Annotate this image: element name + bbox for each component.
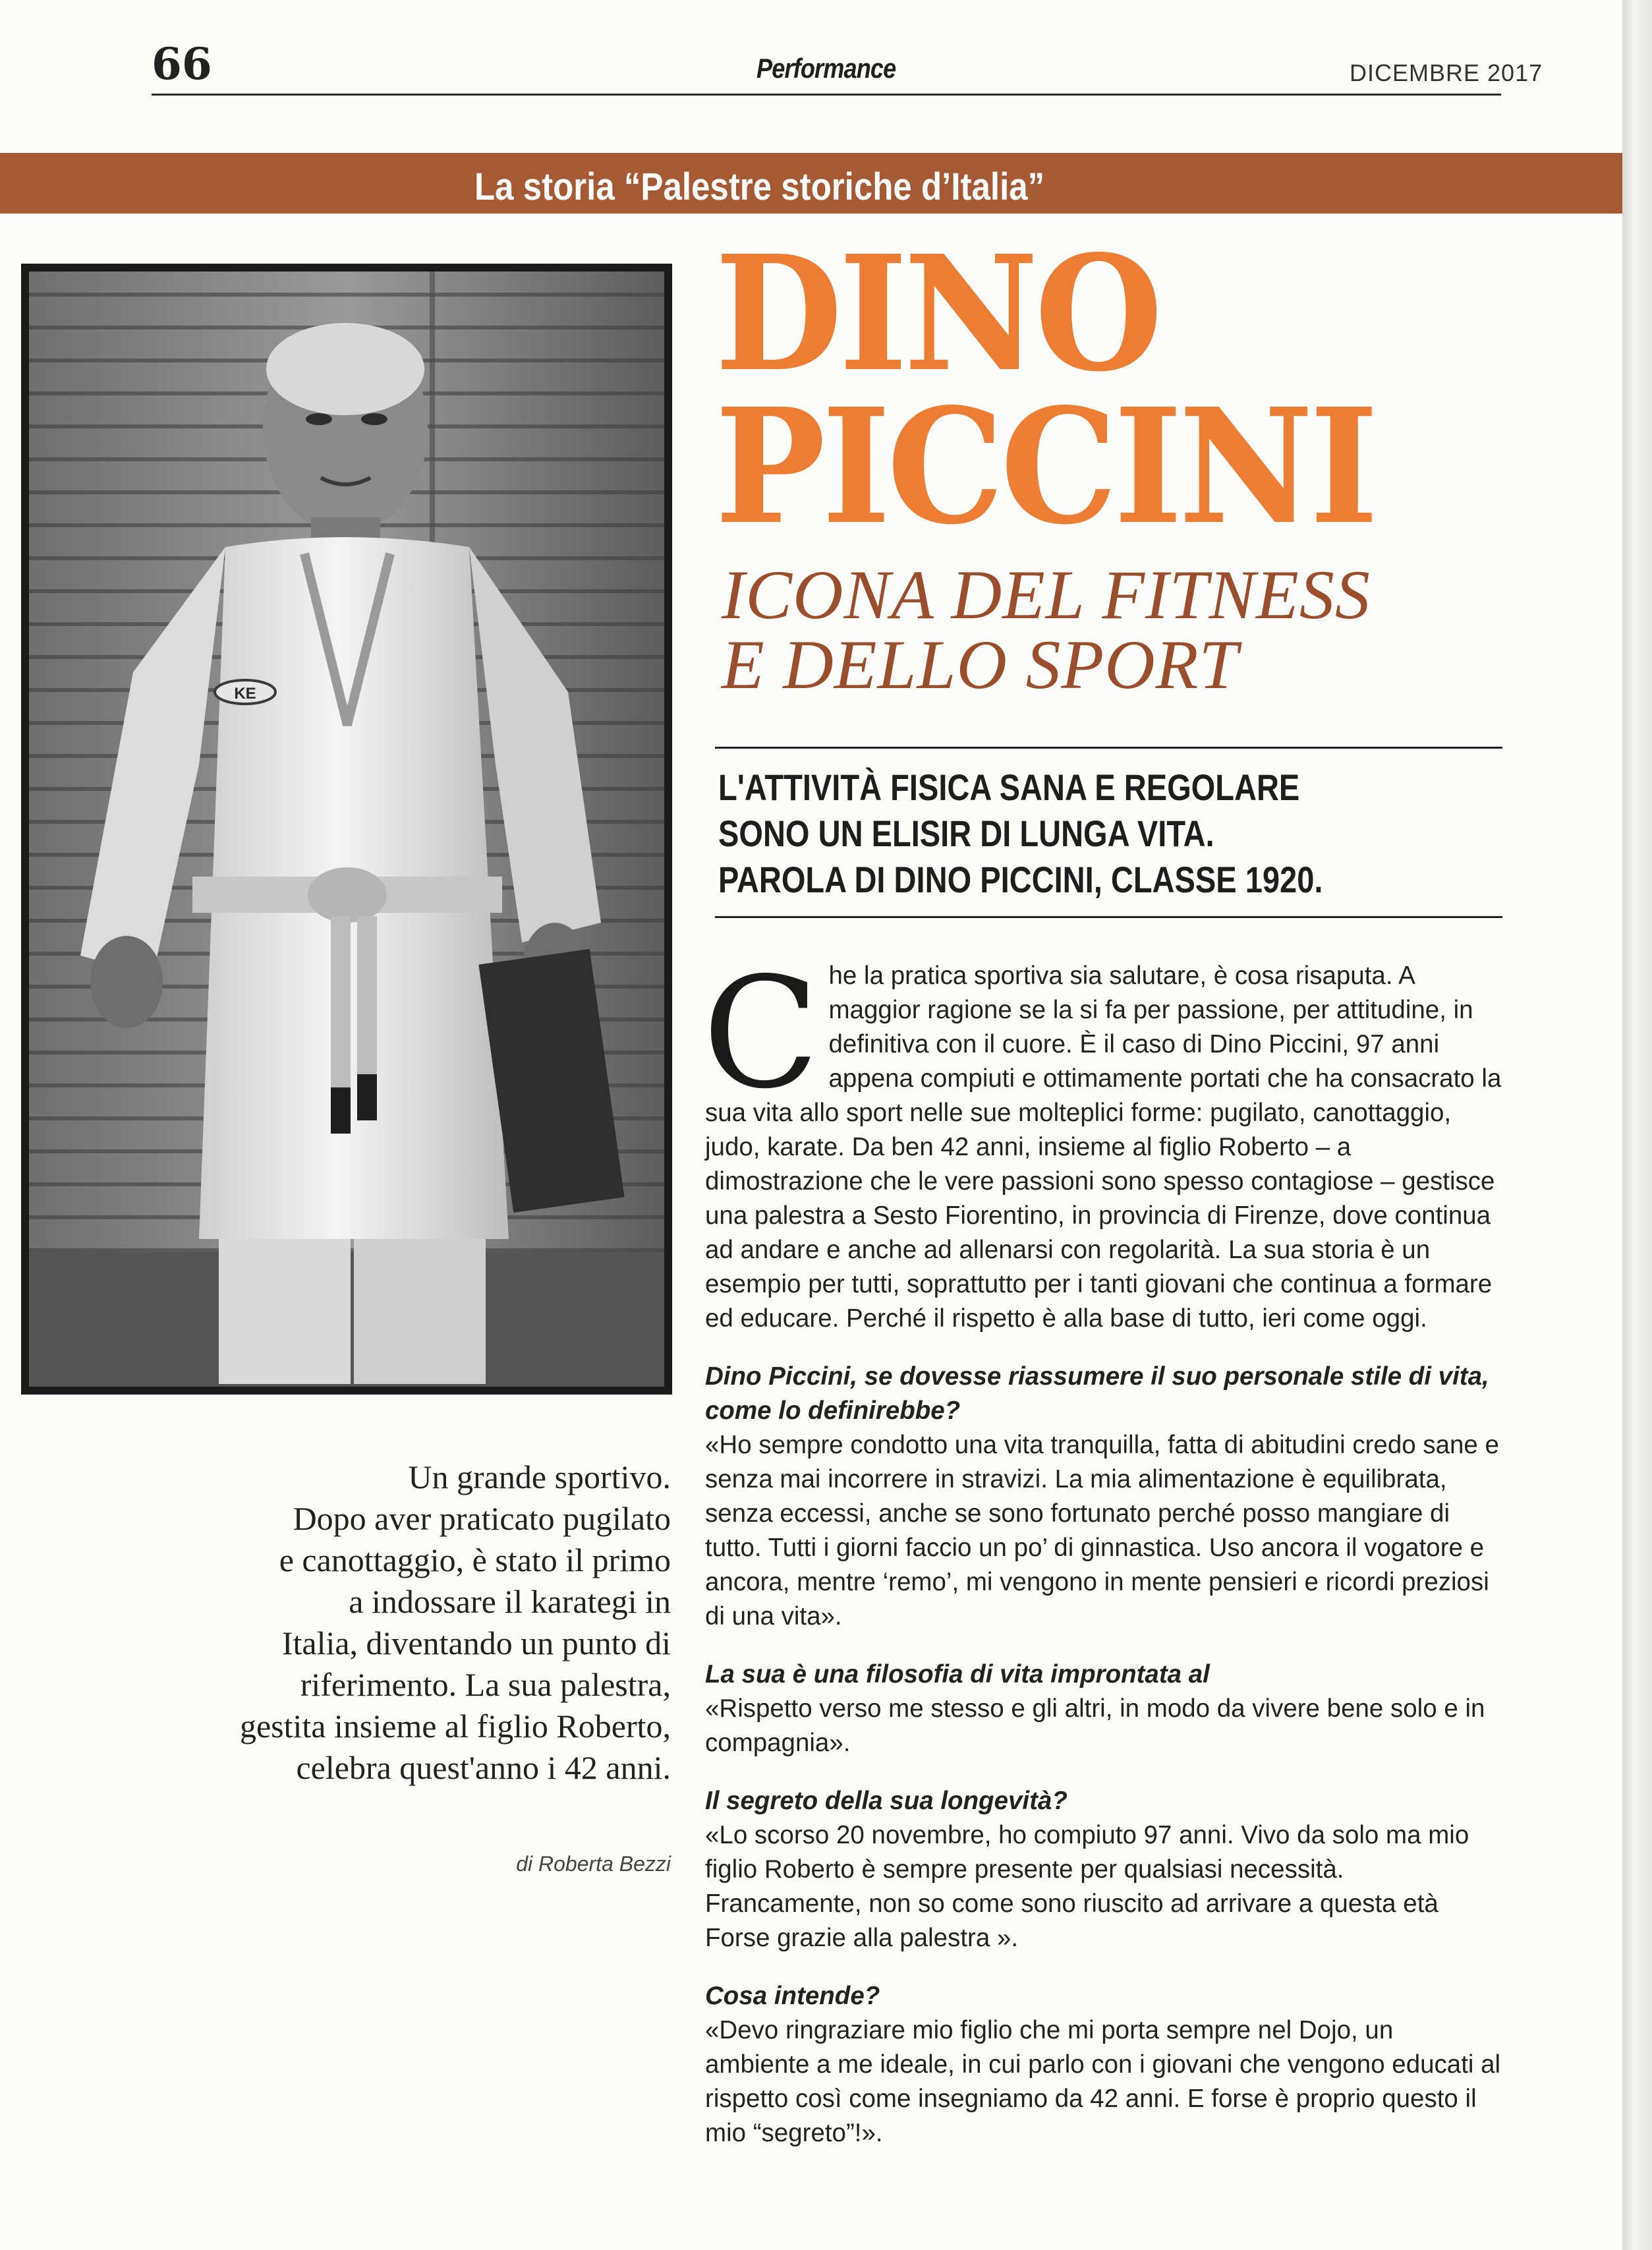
caption-line: a indossare il karategi in — [349, 1583, 671, 1620]
title-line: DINO — [715, 221, 1160, 407]
lead-rule-top — [715, 747, 1502, 749]
interview-answer: «Devo ringraziare mio figlio che mi porta sempre nel Dojo, un ambiente a me ideale, in cui parlo con i giovani che vengono educati al rispetto così come insegniamo da 42 anni. E forse è proprio questo il mio “segreto”!». — [705, 2016, 1501, 2147]
interview-question: La sua è una filosofia di vita improntata al — [705, 1660, 1210, 1688]
lead-line: PAROLA DI DINO PICCINI, CLASSE 1920. — [718, 859, 1323, 900]
interview-question: Cosa intende? — [705, 1982, 880, 2010]
article-title — [715, 221, 1481, 560]
page-edge — [1622, 0, 1652, 2250]
intro-paragraph — [702, 944, 1502, 1336]
section-title: La storia “Palestre storiche d’Italia” — [474, 165, 1045, 208]
page-number: 66 — [152, 38, 212, 90]
caption-line: Un grande sportivo. — [408, 1458, 671, 1495]
interview-question: Il segreto della sua longevità? — [705, 1787, 1068, 1815]
caption-line: gestita insieme al figlio Roberto, — [239, 1708, 671, 1745]
intro-text: he la pratica sportiva sia salutare, è cosa risaputa. A maggior ragione se la si fa per passione, per attitudine, in definitiva con il cuore. È il caso di Dino Piccini, 97 anni appena compiuti e ottimamente portati che ha consacrato la sua vita allo sport nelle sue molteplici forme: pugilato, canottaggio, judo, karate. Da ben 42 anni, insieme al figlio Roberto – a dimostrazione che le vere passioni sono spesso contagiose – gestisce una palestra a Sesto Fiorentino, in provincia di Firenze, dove continua ad andare e anche ad allenarsi con regolarità. La sua storia è un esempio per tutti, soprattutto per i tanti giovani che continua a formare ed educare. Perché il rispetto è alla base di tutto, ieri come oggi. — [705, 962, 1502, 1333]
gi-badge-text: KE — [234, 685, 256, 703]
byline: di Roberta Bezzi — [516, 1852, 671, 1876]
article-body — [702, 944, 1502, 2150]
interview-answer: «Ho sempre condotto una vita tranquilla, fatta di abitudini credo sane e senza mai incorrere in stravizi. La mia alimentazione è equilibrata, senza eccessi, anche se sono fortunato perché posso mangiare di tutto. Tutti i giorni faccio un po’ di ginnastica. Uso ancora il vogatore e ancora, mentre ‘remo’, mi vengono in mente pensieri e ricordi preziosi di una vita». — [705, 1431, 1499, 1630]
magazine-name: Performance — [756, 53, 896, 84]
lead-line: L'ATTIVITÀ FISICA SANA E REGOLARE — [718, 766, 1300, 808]
interview-answer: «Lo scorso 20 novembre, ho compiuto 97 anni. Vivo da solo ma mio figlio Roberto è sempre presente per qualsiasi necessità. Francamente, non so come sono riuscito ad arrivare a questa età Forse grazie alla palestra ». — [705, 1821, 1469, 1952]
portrait-photo — [21, 264, 672, 1395]
photo-caption — [170, 1457, 671, 1789]
article-lead — [718, 764, 1377, 903]
caption-line: Italia, diventando un punto di — [281, 1625, 671, 1661]
drop-cap: C — [702, 944, 820, 1122]
subtitle-line: E DELLO SPORT — [722, 626, 1239, 703]
interview-question: Dino Piccini, se dovesse riassumere il suo personale stile di vita, come lo definirebbe? — [705, 1362, 1489, 1425]
issue-date: DICEMBRE 2017 — [1350, 59, 1543, 86]
lead-line: SONO UN ELISIR DI LUNGA VITA. — [718, 813, 1214, 854]
interview-answer: «Rispetto verso me stesso e gli altri, in modo da vivere bene solo e in compagnia». — [705, 1694, 1485, 1757]
caption-line: celebra quest'anno i 42 anni. — [296, 1749, 671, 1786]
caption-line: e canottaggio, è stato il primo — [279, 1542, 671, 1578]
article-subtitle — [722, 556, 1512, 703]
lead-rule-bottom — [715, 916, 1502, 918]
header-rule — [152, 94, 1501, 96]
subtitle-line: ICONA DEL FITNESS — [722, 556, 1371, 633]
caption-line: riferimento. La sua palestra, — [300, 1666, 671, 1703]
title-line: PICCINI — [715, 374, 1375, 560]
caption-line: Dopo aver praticato pugilato — [293, 1500, 671, 1537]
